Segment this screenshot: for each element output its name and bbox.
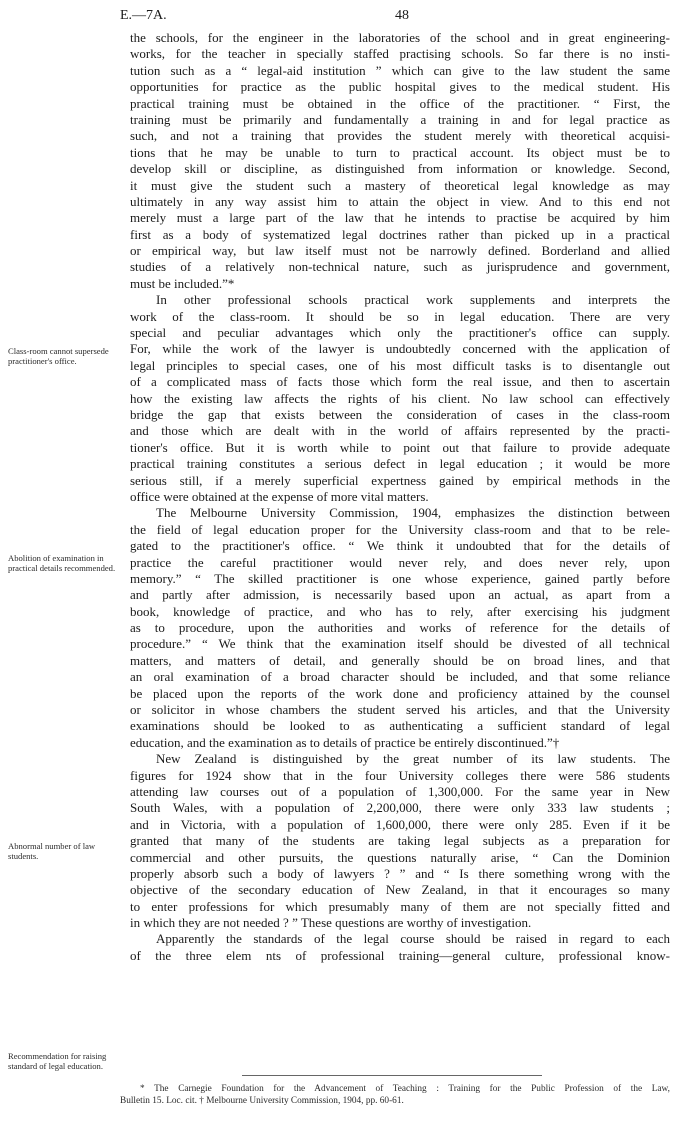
- footnote-line: Bulletin 15. Loc. cit. † Melbourne University Commission, 1904, pp. 60-61.: [120, 1096, 404, 1106]
- text-line: matters, and matters of detail, and generally should be on broad lines, and that: [130, 652, 670, 668]
- text-line: and in Victoria, with a population of 1,600,000, there were only 285. Even if it be: [130, 816, 670, 832]
- text-line: gated to the practitioner's office. “ We think it undoubted that for the details of: [130, 538, 670, 554]
- document-code: E.—7A.: [120, 8, 167, 23]
- text-line: training must be primarily and fundamentally a training in and for legal practice as: [130, 111, 670, 127]
- text-line: practical training constitutes a serious defect in legal education ; it would be more: [130, 456, 670, 472]
- text-line: must be included.”*: [130, 275, 235, 291]
- text-line: develop skill or discipline, as distinguished from information or knowledge. Second,: [130, 161, 670, 177]
- text-line: opportunities for practice as the public hospital gives to the medical student. His: [130, 79, 670, 95]
- text-line: The Melbourne University Commission, 1904, emphasizes the distinction between: [156, 505, 670, 521]
- text-line: book, knowledge of practice, and who has to rely, after exercising his judgment: [130, 603, 670, 619]
- margin-notes: [0, 0, 125, 1146]
- text-line: commercial and other pursuits, the questions naturally arise, “ Can the Dominion: [130, 849, 670, 865]
- text-line: bridge the gap that exists between the consideration of cases in the class-room: [130, 406, 670, 422]
- text-line: In other professional schools practical work supplements and interprets the: [156, 292, 670, 308]
- text-line: examinations should be looked to as authenticating a sufficient standard of legal: [130, 718, 670, 734]
- text-line: the schools, for the engineer in the laboratories of the school and in great engineering-: [130, 30, 670, 45]
- text-line: and those which are dealt with in the world of affairs represented by the practi-: [130, 423, 670, 439]
- text-line: to enter professions for which presumably many of them are not specially fitted and: [130, 898, 670, 914]
- text-line: the field of legal education proper for the University class-room and that to be rele-: [130, 521, 670, 537]
- text-line: legal principles to special cases, one of his most difficult tasks is to disentangle out: [130, 357, 670, 373]
- text-line: New Zealand is distinguished by the great number of its law students. The: [156, 751, 670, 767]
- footnote-divider: [242, 1075, 542, 1076]
- text-line: an oral examination of a broad character should be included, and that some reliance: [130, 669, 670, 685]
- text-line: objective of the secondary education of New Zealand, in that it encourages so many: [130, 882, 670, 898]
- text-line: such, and not a training that provides the student merely with theoretical acquisi-: [130, 128, 670, 144]
- page-number: 48: [395, 8, 409, 23]
- text-line: serious still, if a merely superficial expertness gained by empirical methods in the: [130, 472, 670, 488]
- text-line: tioner's office. But it is worth while to point out that failure to provide adequate: [130, 439, 670, 455]
- text-line: be placed upon the reports of the work done and proficiency attained by the counsel: [130, 685, 670, 701]
- text-line: office were obtained at the expense of more vital matters.: [130, 488, 429, 504]
- text-line: as to procedure, upon the authorities and works of reference for the details of: [130, 620, 670, 636]
- text-line: first as a body of systematized legal doctrines rather than picked up in a practical: [130, 226, 670, 242]
- text-line: memory.” “ The skilled practitioner is one whose experience, gained partly before: [130, 570, 670, 586]
- margin-note-abolition: Abolition of examination in practical details recommended.: [8, 553, 116, 573]
- text-line: or solicitor in whose chambers the student served his articles, and that the University: [130, 702, 670, 718]
- text-line: For, while the work of the lawyer is undoubtedly concerned with the application of: [130, 341, 670, 357]
- text-line: tions that he may be unable to turn to practical account. Its object must be to: [130, 144, 670, 160]
- text-line: works, for the teacher in specially staffed practising schools. So far there is no insti-: [130, 46, 670, 62]
- text-line: attending law courses out of a population of 1,300,000. For the same year in New: [130, 783, 670, 799]
- text-line: ultimately in any way assist him to attain the object in view. And to this end not: [130, 193, 670, 209]
- text-line: how the existing law affects the rights of his client. No law school can effectively: [130, 390, 670, 406]
- text-line: work of the class-room. It should be so in legal education. There are very: [130, 308, 670, 324]
- margin-note-abnormal-number: Abnormal number of law students.: [8, 841, 96, 861]
- text-line: practice the careful practitioner would never rely, and does never rely, upon: [130, 554, 670, 570]
- text-line: of the three elem nts of professional training—general culture, professional know-: [130, 947, 670, 963]
- margin-note-recommendation: Recommendation for raising standard of legal education.: [8, 1051, 107, 1071]
- body-text: [130, 30, 670, 964]
- text-line: studies of a relatively non-technical nature, such as jurisprudence and government,: [130, 259, 670, 275]
- text-line: in which they are not needed ? ” These questions are worthy of investigation.: [130, 915, 532, 931]
- footnote-line: * The Carnegie Foundation for the Advancement of Teaching : Training for the Public Profession of the Law,: [140, 1084, 670, 1094]
- text-line: granted that many of the students are taking legal subjects as a preparation for: [130, 833, 670, 849]
- text-line: of a complicated mass of facts those which form the real issue, and then to ascertain: [130, 374, 670, 390]
- text-line: figures for 1924 show that in the four University colleges there were 586 students: [130, 767, 670, 783]
- text-line: merely must a large part of the law that he intends to practise be acquired by him: [130, 210, 670, 226]
- text-line: properly absorb such a body of lawyers ? ” and “ Is there something wrong with the: [130, 865, 670, 881]
- text-line: education, and the examination as to details of practice be entirely discontinued.”†: [130, 734, 560, 750]
- margin-note-class-room: Class-room cannot supersede practitioner's office.: [8, 346, 109, 366]
- text-line: it must give the student such a mastery of theoretical legal knowledge as may: [130, 177, 670, 193]
- text-line: procedure.” “ We think that the examination itself should be divested of all technical: [130, 636, 670, 652]
- text-line: Apparently the standards of the legal course should be raised in regard to each: [156, 931, 670, 947]
- text-line: special and peculiar advantages which only the practitioner's office can supply.: [130, 325, 670, 341]
- text-line: or empirical way, but law itself must not be narrowly defined. Borderland and allied: [130, 243, 670, 259]
- text-line: and partly after admission, is necessarily based upon an actual, as apart from a: [130, 587, 670, 603]
- text-line: South Wales, with a population of 2,200,000, there were only 333 law students ;: [130, 800, 670, 816]
- text-line: tution such as a “ legal-aid institution ” which can give to the law student the same: [130, 62, 670, 78]
- text-line: practical training must be obtained in the office of the practitioner. “ First, the: [130, 95, 670, 111]
- footnotes: [120, 1083, 670, 1107]
